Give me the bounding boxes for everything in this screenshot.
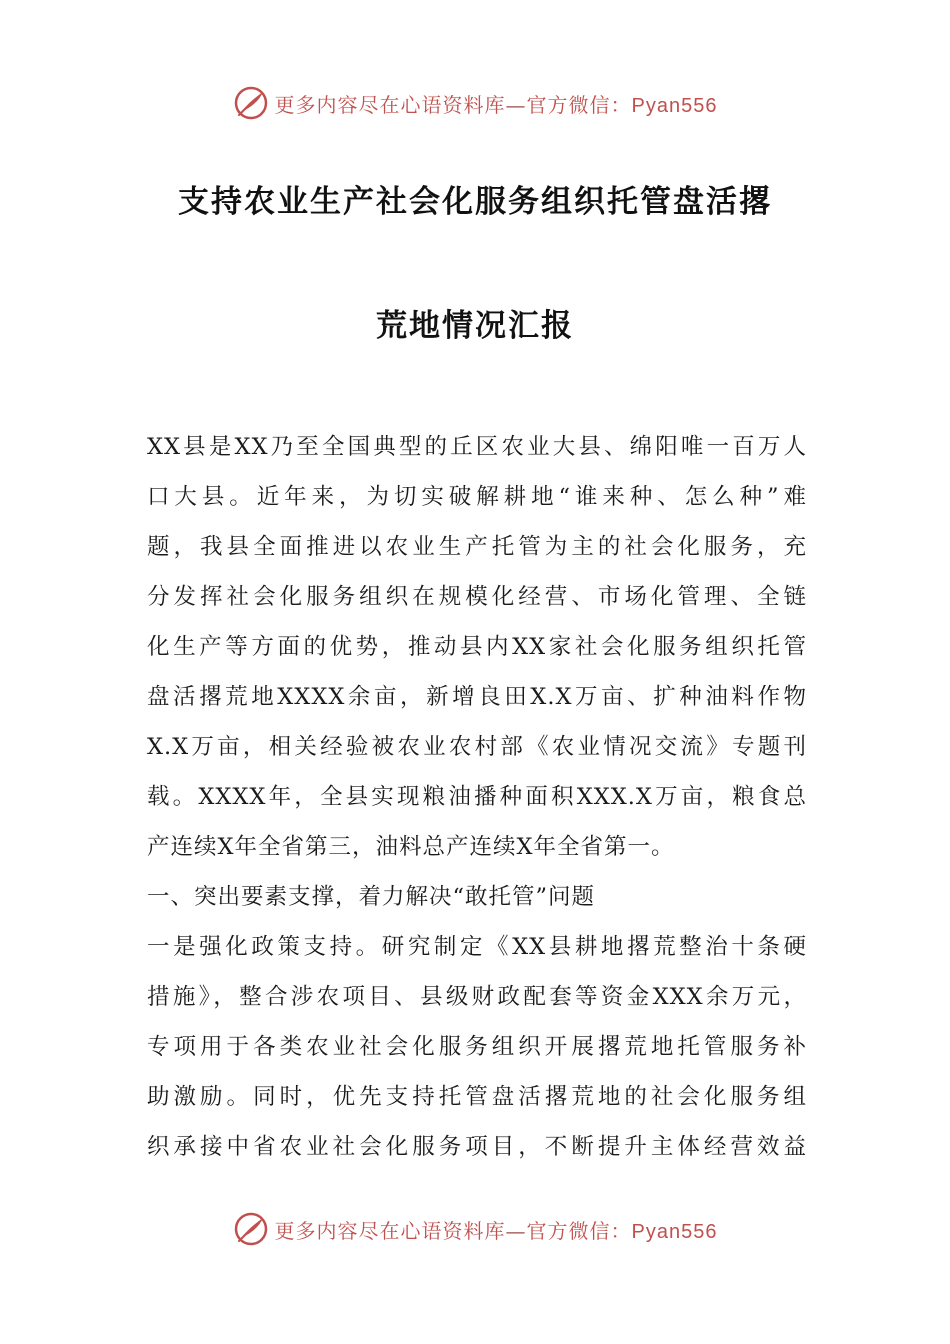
watermark-wechat-id: Pyan556 — [631, 94, 718, 117]
body-line: XX县是XX乃至全国典型的丘区农业大县、绵阳唯一百万人 — [147, 434, 807, 460]
watermark-dash: — — [505, 1218, 527, 1243]
document-title-line-2: 荒地情况汇报 — [376, 308, 574, 344]
watermark-brand: 更多内容尽在心语资料库 — [274, 92, 506, 117]
watermark-dash: — — [505, 92, 527, 117]
watermark-banner-bottom — [0, 1209, 950, 1249]
section-heading: 一、突出要素支撑，着力解决“敢托管”问题 — [147, 884, 596, 910]
body-line: 口大县。近年来，为切实破解耕地“谁来种、怎么种”难 — [147, 484, 807, 510]
body-line: 一是强化政策支持。研究制定《XX县耕地撂荒整治十条硬 — [147, 934, 807, 960]
watermark-label: 官方微信： — [526, 1218, 632, 1243]
body-line: 载。XXXX年，全县实现粮油播种面积XXX.X万亩，粮食总 — [147, 784, 807, 810]
body-line: 题，我县全面推进以农业生产托管为主的社会化服务，充 — [147, 534, 807, 560]
body-line: 分发挥社会化服务组织在规模化经营、市场化管理、全链 — [147, 584, 807, 610]
body-line: 织承接中省农业社会化服务项目，不断提升主体经营效益 — [147, 1134, 807, 1160]
body-line: 专项用于各类农业社会化服务组织开展撂荒地托管服务补 — [147, 1034, 807, 1060]
body-line: 盘活撂荒地XXXX余亩，新增良田X.X万亩、扩种油料作物 — [147, 684, 807, 710]
body-line: 助激励。同时，优先支持托管盘活撂荒地的社会化服务组 — [147, 1084, 807, 1110]
watermark-label: 官方微信： — [526, 92, 632, 117]
body-line: 化生产等方面的优势，推动县内XX家社会化服务组织托管 — [147, 634, 807, 660]
watermark-text — [275, 89, 718, 118]
quill-logo-icon — [233, 1211, 269, 1247]
body-line: X.X万亩，相关经验被农业农村部《农业情况交流》专题刊 — [147, 734, 807, 760]
document-title-line-1: 支持农业生产社会化服务组织托管盘活撂 — [178, 184, 772, 220]
watermark-banner-top — [0, 83, 950, 123]
watermark-wechat-id: Pyan556 — [631, 1220, 718, 1243]
watermark-brand: 更多内容尽在心语资料库 — [274, 1218, 506, 1243]
quill-logo-icon — [233, 85, 269, 121]
body-line: 产连续X年全省第三，油料总产连续X年全省第一。 — [147, 834, 675, 860]
watermark-text — [275, 1215, 718, 1244]
document-body — [147, 422, 807, 1172]
body-line: 措施》，整合涉农项目、县级财政配套等资金XXX余万元， — [147, 984, 807, 1010]
